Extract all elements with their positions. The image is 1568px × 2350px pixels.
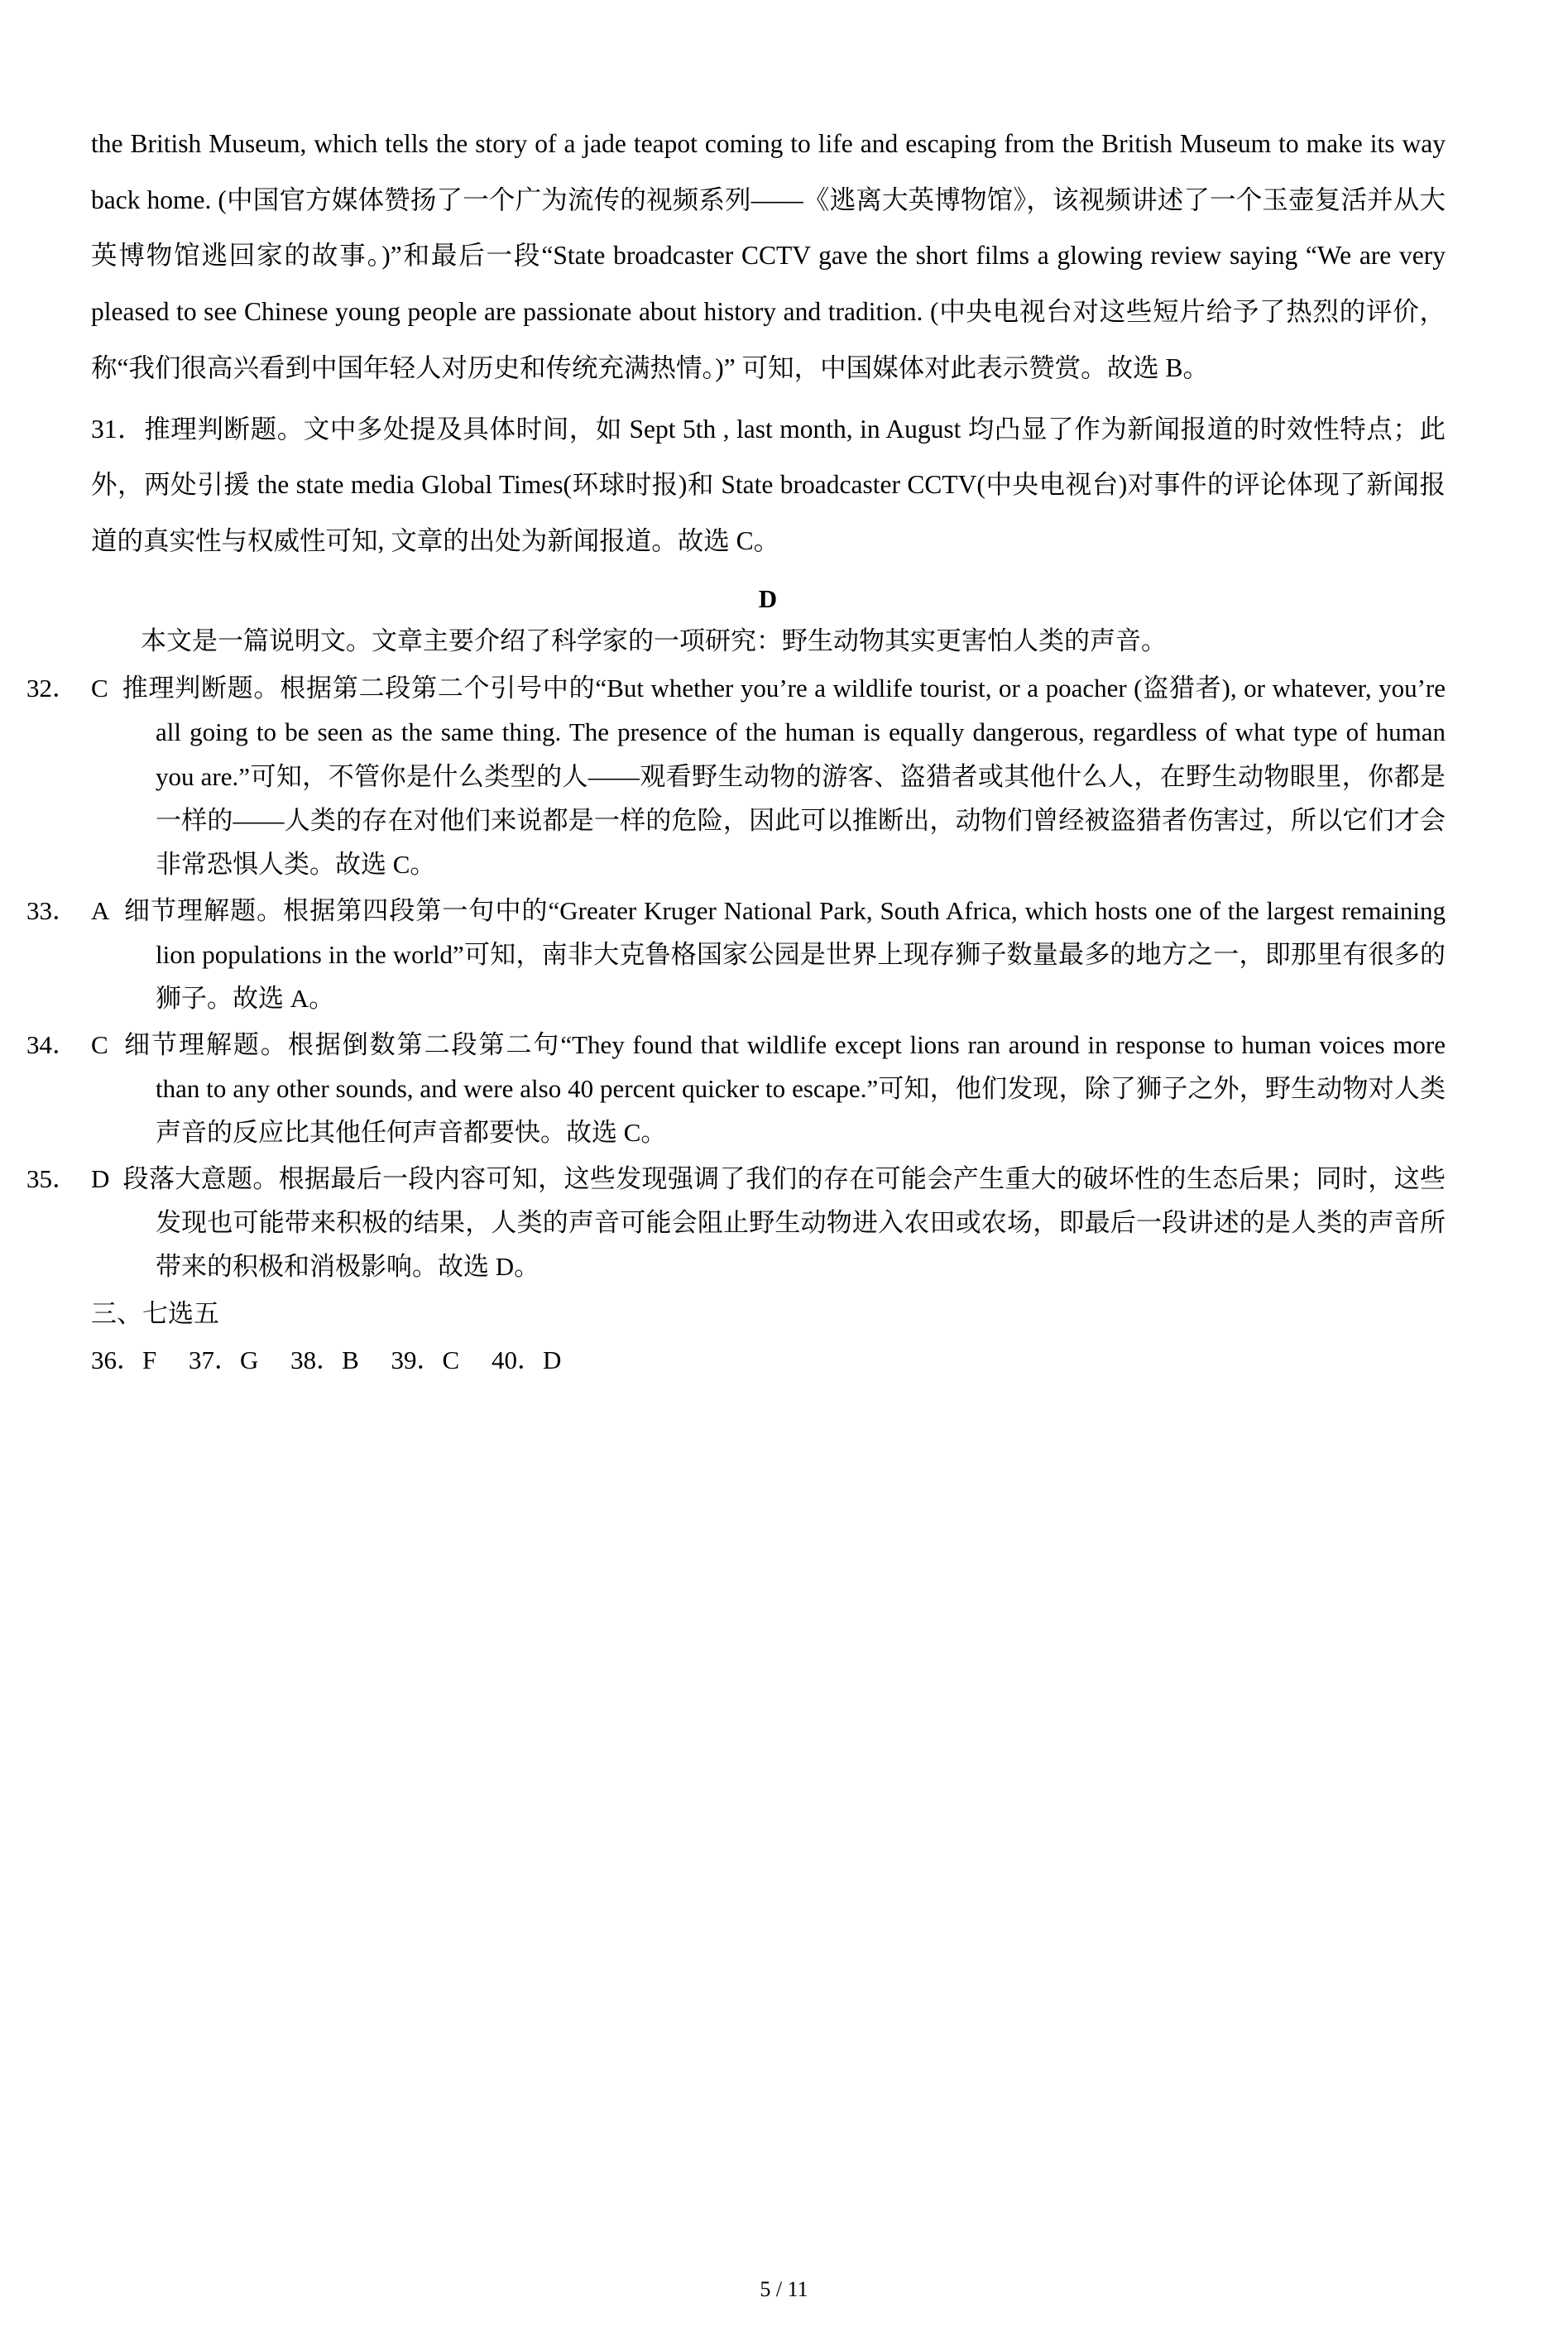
section-three-answers: 36．F 37．G 38．B 39．C 40．D — [91, 1345, 562, 1374]
continuation-block — [91, 116, 1446, 569]
explanation-item: 33． A 细节理解题。根据第四段第一句中的“Greater Kruger National Park, South Africa, which hosts one of the largest remaining lion populations in the world”可知，南非大克鲁格国家公园是世界上现存狮子数量最多的地方之一，即那里有很多的狮子。故选 A。 — [26, 895, 1446, 1014]
explanation-item-31: 31．推理判断题。文中多处提及具体时间，如 Sept 5th , last month, in August 均凸显了作为新闻报道的时效性特点；此外，两处引援 the state media Global Times(环球时报)和 State broadcaster CCTV(中央电视台)对事件的评论体现了新闻报道的真实性与权威性可知, 文章的出处为新闻报道。故选 C。 — [91, 414, 1446, 556]
explanation-item: 34． C 细节理解题。根据倒数第二段第二句“They found that wildlife except lions ran around in response to human voices more than to any other sounds, and were also 40 percent quicker to escape.”可知，他们发现，除了狮子之外，野生动物对人类声音的反应比其他任何声音都要快。故选 C。 — [26, 1029, 1446, 1148]
explanation-item: 35． D 段落大意题。根据最后一段内容可知，这些发现强调了我们的存在可能会产生重大的破坏性的生态后果；同时，这些发现也可能带来积极的结果，人类的声音可能会阻止野生动物进入农田或农场，即最后一段讲述的是人类的声音所带来的积极和消极影响。故选 D。 — [26, 1163, 1446, 1282]
item-text: 细节理解题。根据第四段第一句中的“Greater Kruger National Park, South Africa, which hosts one of the largest remaining lion populations in the world”可知，南非大克鲁格国家公园是世界上现存狮子数量最多的地方之一，即那里有很多的狮子。故选 A。 — [123, 895, 1446, 1014]
section-d-label: D — [758, 583, 779, 613]
item-answer: C — [91, 1029, 108, 1059]
item-answer: D — [91, 1163, 110, 1193]
continuation-paragraph: the British Museum, which tells the story of a jade teapot coming to life and escaping from the British Museum to make its way back home. (中国官方媒体赞扬了一个广为流传的视频系列——《逃离大英博物馆》，该视频讲述了一个玉壶复活并从大英博物馆逃回家的故事。)”和最后一段“State broadcaster CCTV gave the short films a glowing review saying “We are very pleased to see Chinese young people are passionate about history and tradition. (中央电视台对这些短片给予了热烈的评价，称“我们很高兴看到中国年轻人对历史和传统充满热情。)” 可知，中国媒体对此表示赞赏。故选 B。 — [91, 129, 1446, 382]
section-d — [26, 583, 1446, 1289]
section-three-heading: 三、七选五 — [91, 1299, 219, 1329]
section-three — [91, 1292, 1446, 1382]
item-text: 段落大意题。根据最后一段内容可知，这些发现强调了我们的存在可能会产生重大的破坏性的生态后果；同时，这些发现也可能带来积极的结果，人类的声音可能会阻止野生动物进入农田或农场，即最后一段讲述的是人类的声音所带来的积极和消极影响。故选 D。 — [122, 1163, 1446, 1282]
item-text: 推理判断题。根据第二段第二个引号中的“But whether you’re a wildlife tourist, or a poacher (盗猎者), or whatever, you’re all going to be seen as the same thing. The presence of the human is equally dangerous, regardless of what type of human you are.”可知，不管你是什么类型的人——观看野生动物的游客、盗猎者或其他什么人，在野生动物眼里，你都是一样的——人类的存在对他们来说都是一样的危险，因此可以推断出，动物们曾经被盗猎者伤害过，所以它们才会非常恐惧人类。故选 C。 — [122, 674, 1446, 880]
section-d-summary: 本文是一篇说明文。文章主要介绍了科学家的一项研究：野生动物其实更害怕人类的声音。 — [141, 626, 1167, 655]
item-answer: A — [91, 895, 110, 925]
explanation-item: 32． C 推理判断题。根据第二段第二个引号中的“But whether you’re a wildlife tourist, or a poacher (盗猎者), or whatever, you’re all going to be seen as the same thing. The presence of the human is equally dangerous, regardless of what type of human you are.”可知，不管你是什么类型的人——观看野生动物的游客、盗猎者或其他什么人，在野生动物眼里，你都是一样的——人类的存在对他们来说都是一样的危险，因此可以推断出，动物们曾经被盗猎者伤害过，所以它们才会非常恐惧人类。故选 C。 — [26, 674, 1446, 880]
page-footer: 5 / 11 — [760, 2277, 808, 2301]
item-answer: C — [91, 674, 108, 703]
item-text: 细节理解题。根据倒数第二段第二句“They found that wildlife except lions ran around in response to human voices more than to any other sounds, and were also 40 percent quicker to escape.”可知，他们发现，除了狮子之外，野生动物对人类声音的反应比其他任何声音都要快。故选 C。 — [124, 1029, 1446, 1148]
